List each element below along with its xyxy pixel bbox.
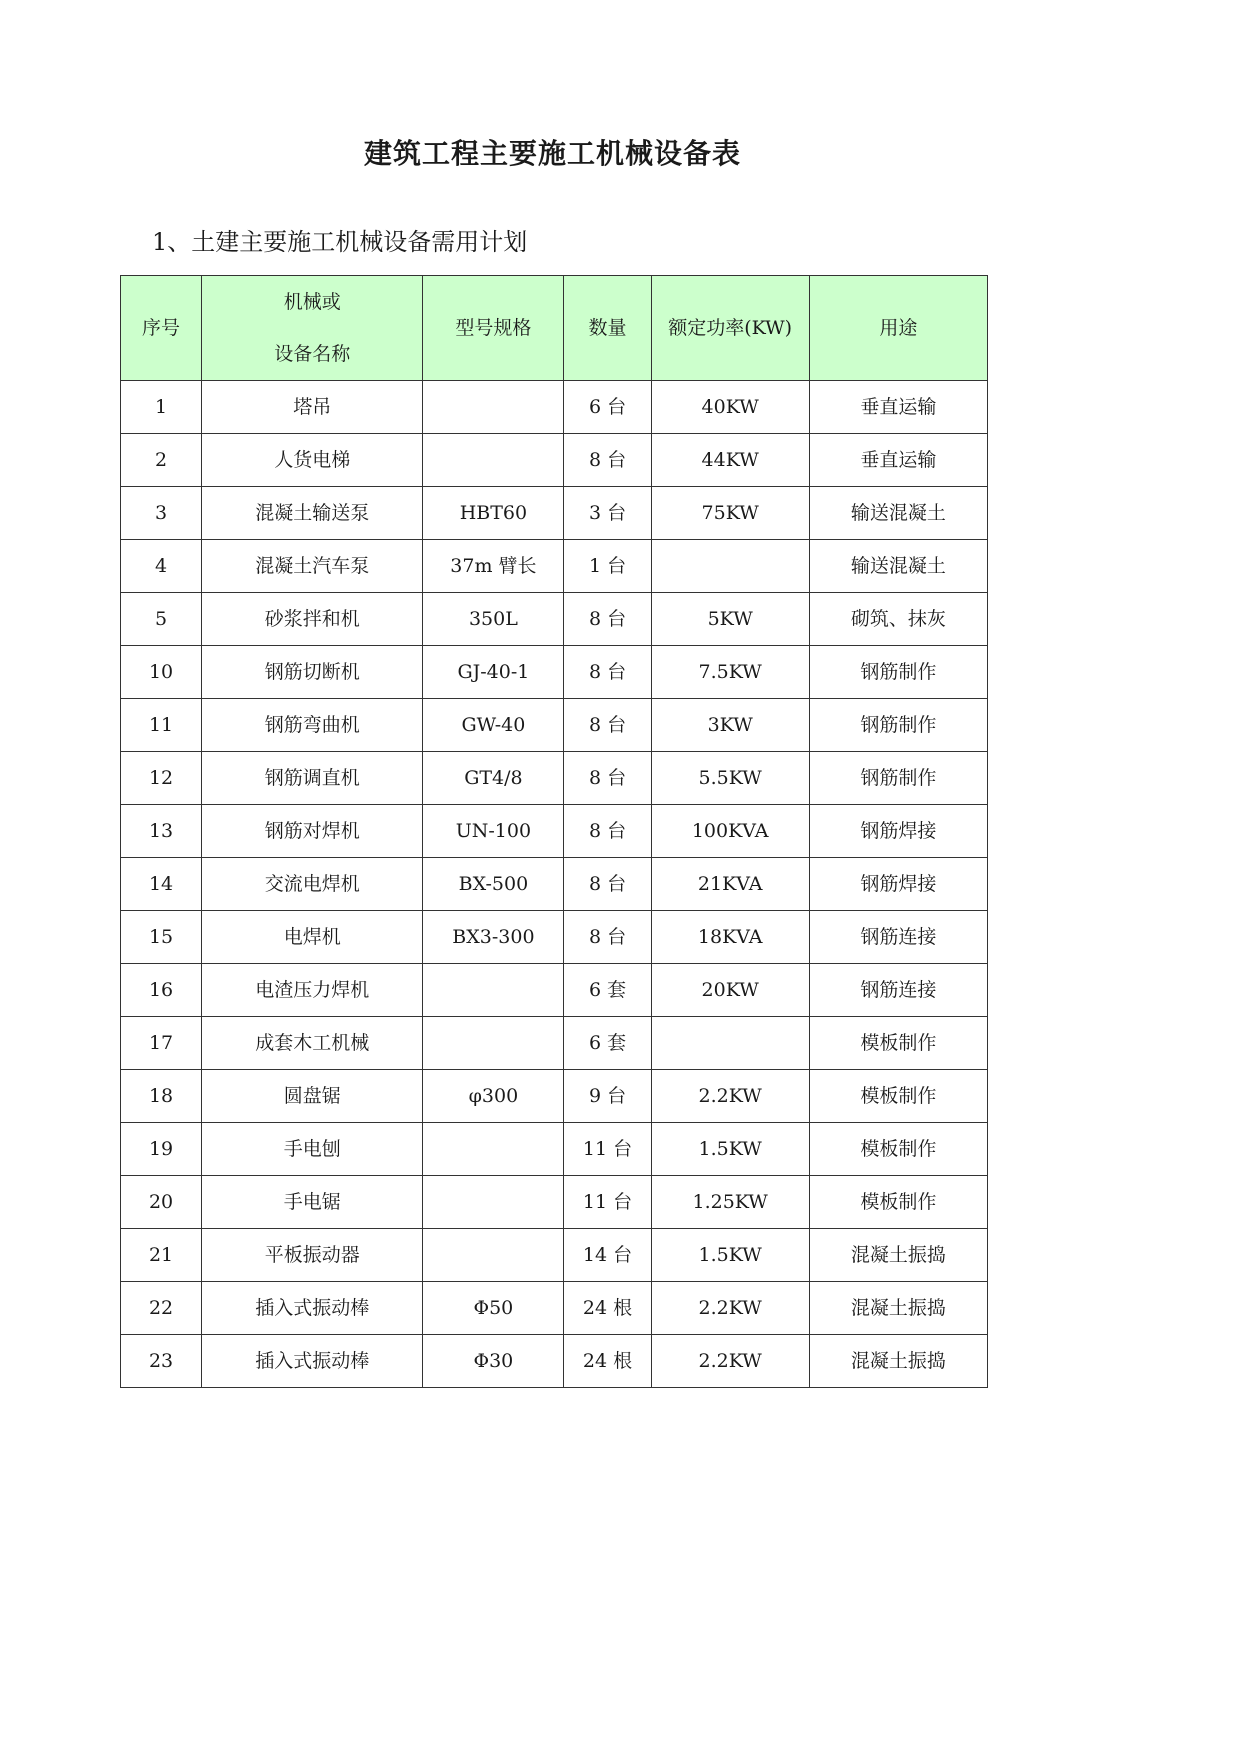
cell-power: 75KW (651, 487, 809, 540)
cell-power (651, 540, 809, 593)
table-row (121, 1017, 988, 1070)
cell-power: 2.2KW (651, 1335, 809, 1388)
cell-model: φ300 (423, 1070, 564, 1123)
table-row (121, 1282, 988, 1335)
cell-no: 14 (121, 858, 202, 911)
cell-model: BX3-300 (423, 911, 564, 964)
cell-name: 平板振动器 (202, 1229, 423, 1282)
cell-name: 混凝土汽车泵 (202, 540, 423, 593)
cell-power: 20KW (651, 964, 809, 1017)
cell-qty: 6 套 (564, 964, 651, 1017)
cell-model (423, 1017, 564, 1070)
cell-model (423, 964, 564, 1017)
cell-name: 手电刨 (202, 1123, 423, 1176)
table-row (121, 1070, 988, 1123)
cell-model: BX-500 (423, 858, 564, 911)
cell-no: 18 (121, 1070, 202, 1123)
cell-power: 5KW (651, 593, 809, 646)
cell-name: 插入式振动棒 (202, 1282, 423, 1335)
cell-use: 混凝土振捣 (809, 1282, 987, 1335)
cell-use: 钢筋制作 (809, 646, 987, 699)
cell-model (423, 1176, 564, 1229)
cell-qty: 8 台 (564, 752, 651, 805)
cell-no: 4 (121, 540, 202, 593)
cell-no: 23 (121, 1335, 202, 1388)
cell-power: 1.25KW (651, 1176, 809, 1229)
cell-qty: 11 台 (564, 1176, 651, 1229)
cell-qty: 6 套 (564, 1017, 651, 1070)
table-row (121, 540, 988, 593)
cell-use: 钢筋制作 (809, 752, 987, 805)
cell-qty: 9 台 (564, 1070, 651, 1123)
cell-no: 16 (121, 964, 202, 1017)
cell-qty: 11 台 (564, 1123, 651, 1176)
page-title: 建筑工程主要施工机械设备表 (363, 137, 741, 170)
section-heading: 1、土建主要施工机械设备需用计划 (152, 228, 528, 256)
cell-name: 钢筋对焊机 (202, 805, 423, 858)
table-row (121, 1176, 988, 1229)
cell-name: 钢筋切断机 (202, 646, 423, 699)
cell-name: 交流电焊机 (202, 858, 423, 911)
cell-no: 21 (121, 1229, 202, 1282)
cell-use: 钢筋焊接 (809, 858, 987, 911)
cell-no: 13 (121, 805, 202, 858)
cell-no: 15 (121, 911, 202, 964)
cell-qty: 8 台 (564, 911, 651, 964)
table-row (121, 699, 988, 752)
cell-model: GJ-40-1 (423, 646, 564, 699)
table-row (121, 381, 988, 434)
cell-use: 砌筑、抹灰 (809, 593, 987, 646)
cell-no: 10 (121, 646, 202, 699)
cell-no: 19 (121, 1123, 202, 1176)
cell-name: 插入式振动棒 (202, 1335, 423, 1388)
cell-no: 5 (121, 593, 202, 646)
cell-use: 混凝土振捣 (809, 1335, 987, 1388)
header-name-line2: 设备名称 (274, 343, 351, 365)
cell-qty: 8 台 (564, 858, 651, 911)
cell-name: 砂浆拌和机 (202, 593, 423, 646)
cell-use: 垂直运输 (809, 381, 987, 434)
cell-use: 钢筋制作 (809, 699, 987, 752)
cell-qty: 24 根 (564, 1282, 651, 1335)
cell-power: 1.5KW (651, 1229, 809, 1282)
table-row (121, 911, 988, 964)
cell-use: 垂直运输 (809, 434, 987, 487)
cell-qty: 14 台 (564, 1229, 651, 1282)
cell-power: 2.2KW (651, 1282, 809, 1335)
cell-no: 2 (121, 434, 202, 487)
cell-name: 钢筋调直机 (202, 752, 423, 805)
cell-name: 成套木工机械 (202, 1017, 423, 1070)
cell-power: 3KW (651, 699, 809, 752)
cell-model: Φ30 (423, 1335, 564, 1388)
table-row (121, 805, 988, 858)
header-use: 用途 (809, 276, 987, 381)
cell-qty: 6 台 (564, 381, 651, 434)
cell-qty: 1 台 (564, 540, 651, 593)
table-row (121, 487, 988, 540)
cell-model (423, 434, 564, 487)
cell-no: 11 (121, 699, 202, 752)
table-row (121, 593, 988, 646)
table-header-row (121, 276, 988, 381)
cell-qty: 8 台 (564, 699, 651, 752)
cell-name: 手电锯 (202, 1176, 423, 1229)
cell-use: 模板制作 (809, 1123, 987, 1176)
cell-power (651, 1017, 809, 1070)
cell-name: 人货电梯 (202, 434, 423, 487)
header-name-line1: 机械或 (283, 291, 341, 313)
header-qty: 数量 (564, 276, 651, 381)
cell-model: Φ50 (423, 1282, 564, 1335)
cell-model (423, 1123, 564, 1176)
cell-use: 模板制作 (809, 1176, 987, 1229)
table-row (121, 1335, 988, 1388)
cell-qty: 8 台 (564, 434, 651, 487)
cell-power: 21KVA (651, 858, 809, 911)
cell-model: GW-40 (423, 699, 564, 752)
cell-model: UN-100 (423, 805, 564, 858)
cell-power: 5.5KW (651, 752, 809, 805)
cell-model (423, 1229, 564, 1282)
cell-power: 18KVA (651, 911, 809, 964)
cell-use: 输送混凝土 (809, 487, 987, 540)
cell-qty: 3 台 (564, 487, 651, 540)
cell-use: 混凝土振捣 (809, 1229, 987, 1282)
cell-no: 3 (121, 487, 202, 540)
cell-model: GT4/8 (423, 752, 564, 805)
cell-name: 圆盘锯 (202, 1070, 423, 1123)
header-name (202, 276, 423, 381)
table-row (121, 434, 988, 487)
table-body (121, 381, 988, 1388)
header-model: 型号规格 (423, 276, 564, 381)
cell-power: 44KW (651, 434, 809, 487)
cell-model: 37m 臂长 (423, 540, 564, 593)
table-row (121, 1229, 988, 1282)
cell-qty: 8 台 (564, 646, 651, 699)
header-no: 序号 (121, 276, 202, 381)
cell-qty: 8 台 (564, 805, 651, 858)
cell-use: 钢筋焊接 (809, 805, 987, 858)
cell-use: 钢筋连接 (809, 964, 987, 1017)
cell-no: 12 (121, 752, 202, 805)
cell-name: 塔吊 (202, 381, 423, 434)
table-row (121, 964, 988, 1017)
table-row (121, 752, 988, 805)
cell-power: 100KVA (651, 805, 809, 858)
cell-name: 钢筋弯曲机 (202, 699, 423, 752)
cell-power: 1.5KW (651, 1123, 809, 1176)
cell-no: 1 (121, 381, 202, 434)
cell-model: HBT60 (423, 487, 564, 540)
cell-qty: 8 台 (564, 593, 651, 646)
table-row (121, 858, 988, 911)
header-power: 额定功率(KW) (651, 276, 809, 381)
cell-no: 22 (121, 1282, 202, 1335)
table-row (121, 1123, 988, 1176)
cell-model (423, 381, 564, 434)
cell-no: 20 (121, 1176, 202, 1229)
cell-model: 350L (423, 593, 564, 646)
cell-name: 电焊机 (202, 911, 423, 964)
cell-name: 混凝土输送泵 (202, 487, 423, 540)
cell-no: 17 (121, 1017, 202, 1070)
cell-use: 模板制作 (809, 1017, 987, 1070)
cell-power: 40KW (651, 381, 809, 434)
cell-qty: 24 根 (564, 1335, 651, 1388)
cell-use: 输送混凝土 (809, 540, 987, 593)
cell-power: 2.2KW (651, 1070, 809, 1123)
cell-use: 模板制作 (809, 1070, 987, 1123)
table-row (121, 646, 988, 699)
equipment-table (120, 275, 988, 1388)
cell-power: 7.5KW (651, 646, 809, 699)
cell-use: 钢筋连接 (809, 911, 987, 964)
cell-name: 电渣压力焊机 (202, 964, 423, 1017)
